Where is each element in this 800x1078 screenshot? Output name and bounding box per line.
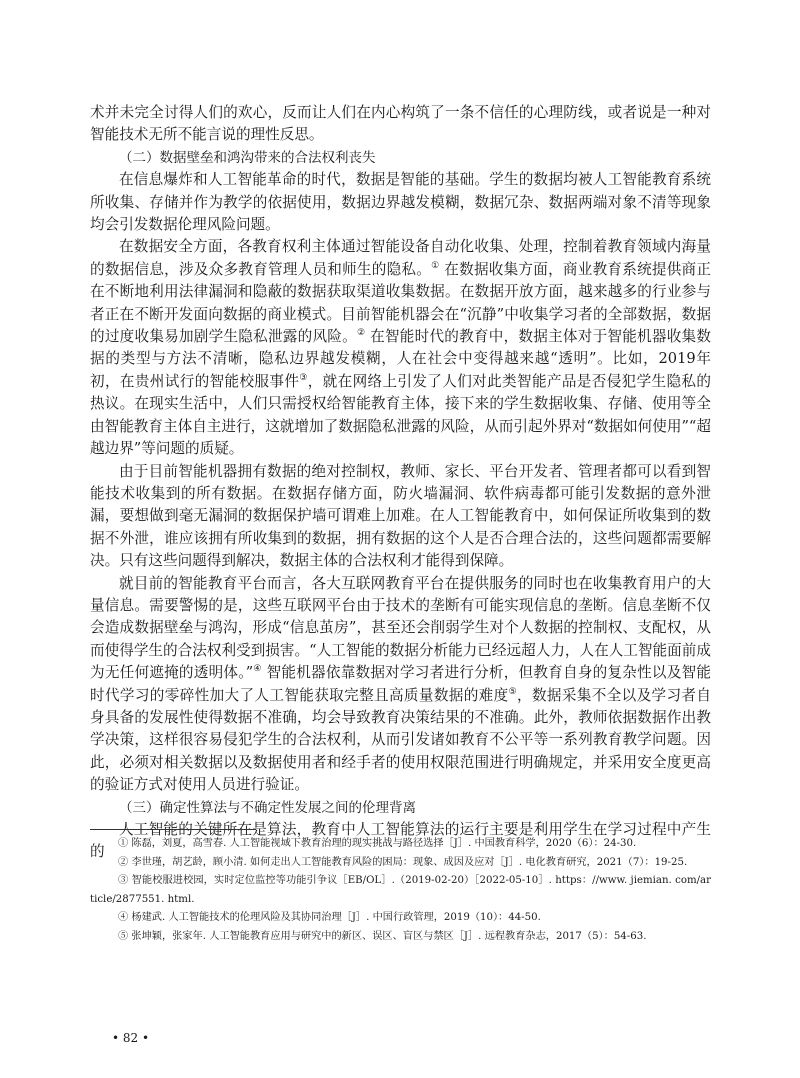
text-run: 在数据收集方面，商业教育系统提供商正在不断地利用法律漏洞和隐蔽的数据获取渠道收集数据。在数据开放方面，越来越多的行业参与者正在不断开发面向数据的商业模式。目前智能机器会在“沉静”中收集学习者的全部数据，数据的过度收集易加剧学生隐私泄露的风险。 <box>90 260 711 346</box>
paragraph-continuation: 术并未完全讨得人们的欢心，反而让人们在内心构筑了一条不信任的心理防线，或者说是一种对智能技术无所不能言说的理性反思。 <box>90 104 711 144</box>
footnote: ① 陈磊，刘夏，高雪春. 人工智能视域下教育治理的现实挑战与路径选择［J］. 中国教育科学，2020（6）：24-30. <box>118 838 637 849</box>
text-run: 就目前的智能教育平台而言，各大互联网教育平台在提供服务的同时也在收集教育用户的大量信息。需要警惕的是，这些互联网平台由于技术的垄断有可能实现信息的垄断。信息垄断不仅会造成数据壁垒与鸿沟，形成“信息茧房”，甚至还会削弱学生对个人数据的控制权、支配权，从而使得学生的合法权利受到损害。“人工智能的数据分析能力已经远超人力，人在人工智能面前成为无任何遮掩的透明体。” <box>90 574 711 682</box>
section-heading-2: （二）数据壁垒和鸿沟带来的合法权利丧失 <box>119 149 376 166</box>
footnote-ref[interactable]: ① <box>431 260 440 271</box>
section-heading-3: （三）确定性算法与不确定性发展之间的伦理背离 <box>119 799 416 816</box>
footnote-divider <box>90 829 256 830</box>
paragraph <box>90 236 711 460</box>
paragraph: 在信息爆炸和人工智能革命的时代，数据是智能的基础。学生的数据均被人工智能教育系统所收集、存储并作为教学的依据使用，数据边界越发模糊，数据冗杂、数据两端对象不清等现象均会引发数据伦理风险问题。 <box>90 171 711 234</box>
text-run: 智能机器依靠数据对学习者进行分析，但教育自身的复杂性以及智能时代学习的零碎性加大了人工智能获取完整且高质量数据的难度 <box>90 664 711 704</box>
footnote-ref[interactable]: ② <box>356 328 366 339</box>
footnote-ref[interactable]: ⑤ <box>508 686 517 697</box>
footnotes <box>90 835 711 946</box>
paragraph <box>90 573 711 797</box>
page-number: • 82 • <box>112 1031 150 1045</box>
text-run: 在数据安全方面，各教育权利主体通过智能设备自动化收集、处理，控制着教育领域内海量的数据信息，涉及众多教育管理人员和师生的隐私。 <box>90 238 711 278</box>
text-run: ，数据采集不全以及学习者自身具备的发展性使得数据不准确，均会导致教育决策结果的不准确。此外，教师依据数据作出教学决策，这样很容易侵犯学生的合法权利，从而引发诸如教育不公平等一系列教育教学问题。因此，必须对相关数据以及数据使用者和经手者的使用权限范围进行明确规定，并采用安全度更高的验证方式对使用人员进行验证。 <box>90 686 711 794</box>
footnote: ② 李世瑾，胡艺龄，顾小清. 如何走出人工智能教育风险的困局：现象、成因及应对［J］. 电化教育研究，2021（7）：19-25. <box>118 856 688 868</box>
paragraph: 由于目前智能机器拥有数据的绝对控制权，教师、家长、平台开发者、管理者都可以看到智能技术收集到的所有数据。在数据存储方面，防火墙漏洞、软件病毒都可能引发数据的意外泄漏，要想做到毫无漏洞的数据保护墙可谓难上加难。在人工智能教育中，如何保证所收集到的数据不外泄，谁应该拥有所收集到的数据，拥有数据的这个人是否合理合法的，这些问题都需要解决。只有这些问题得到解决，数据主体的合法权利才能得到保障。 <box>90 462 711 570</box>
text-run: ，就在网络上引发了人们对此类智能产品是否侵犯学生隐私的热议。在现实生活中，人们只需授权给智能教育主体，接下来的学生数据收集、存储、使用等全由智能教育主体自主进行，这就增加了数据隐私泄露的风险，从而引起外界对“数据如何使用”“超越边界”等问题的质疑。 <box>90 372 711 458</box>
footnote: ⑤ 张坤颖，张家年. 人工智能教育应用与研究中的新区、误区、盲区与禁区［J］. 远程教育杂志，2017（5）：54-63. <box>118 930 647 942</box>
paragraph: 人工智能的关键所在是算法，教育中人工智能算法的运行主要是利用学生在学习过程中产生的 <box>90 821 711 861</box>
text-run: 在智能时代的教育中，数据主体对于智能机器收集数据的类型与方法不清晰，隐私边界越发模糊，人在社会中变得越来越“透明”。比如，2019年初，在贵州试行的智能校服事件 <box>90 328 711 390</box>
footnote-ref[interactable]: ④ <box>253 664 262 675</box>
footnote: ④ 杨建武. 人工智能技术的伦理风险及其协同治理［J］. 中国行政管理，2019（10）：44-50. <box>118 912 541 923</box>
footnote: ③ 智能校服进校园，实时定位监控等功能引争议［EB/OL］.（2019-02-20）［2022-05-10］. https：//www. jiemian. com/article/2877551. html. <box>90 875 711 905</box>
article-body <box>90 102 711 864</box>
footnote-ref[interactable]: ③ <box>299 373 308 384</box>
